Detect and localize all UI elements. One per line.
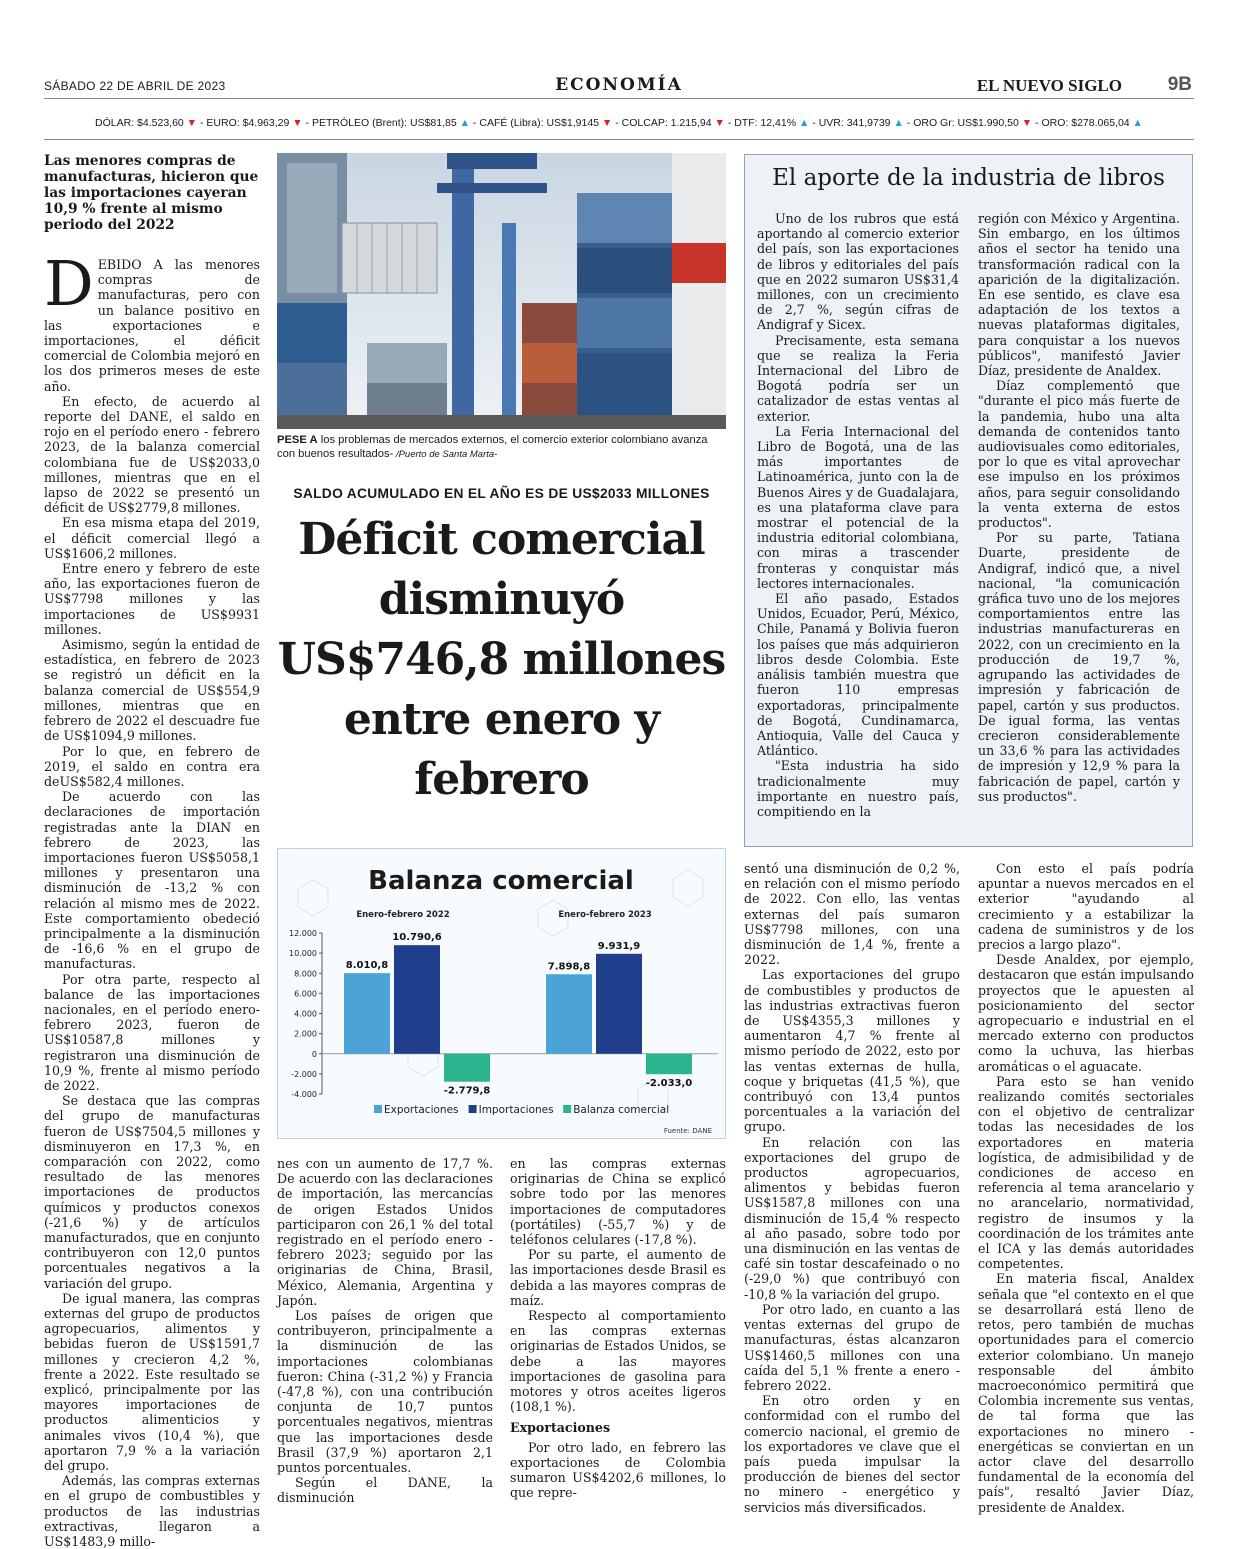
ticker-item: UVR: 341,9739 xyxy=(818,117,891,129)
caption-text: los problemas de mercados externos, el comercio exterior colombiano avanza con buenos resultados- xyxy=(277,434,708,460)
paragraph: Por lo que, en febrero de 2019, el saldo en contra era deUS$582,4 millones. xyxy=(44,743,260,789)
down-arrow-icon: ▼ xyxy=(599,117,613,129)
newspaper-name: EL NUEVO SIGLO xyxy=(976,76,1122,95)
paragraph: Respecto al comportamiento en las compras externas originarias de Estados Unidos, se debe a las mayores importaciones de gasolina para motores y otros aceites ligeros (108,1 %). xyxy=(510,1308,726,1415)
legend-swatch xyxy=(563,1105,571,1113)
paragraph: en las compras externas originarias de China se explicó sobre todo por las menores importaciones de computadores (portátiles) (-55,7 %) y de teléfonos celulares (-17,8 %). xyxy=(510,1156,726,1248)
section-title: ECONOMÍA xyxy=(555,75,683,95)
paragraph: Díaz complementó que "durante el pico más fuerte de la pandemia, hubo una alta demanda de contenidos tanto audiovisuales como editoriales, por lo que es vital aprovechar ese impulso en los próximos años, para seguir consolidando la venta externa de estos productos". xyxy=(978,378,1180,531)
paragraph: Las exportaciones del grupo de combustibles y productos de las industrias extractivas fueron de US$4355,3 millones y aumentaron 4,7 % frente al mismo período de 2022, esto por las ventas externas de hulla, coque y briquetas (41,5 %), que contribuyó con 13,4 puntos porcentuales a la variación del grupo. xyxy=(744,967,960,1135)
article-headline: Déficit comercial disminuyó US$746,8 millones entre enero y febrero xyxy=(277,514,726,805)
sidebar-column-2 xyxy=(978,211,1180,804)
y-tick-label: -2.000 xyxy=(291,1069,317,1079)
y-tick-label: -4.000 xyxy=(291,1090,317,1099)
legend-label: Balanza comercial xyxy=(573,1104,670,1116)
paragraph: Los países de origen que contribuyeron, principalmente a la disminución de las importaciones colombianas fueron: China (-31,2 %) y Francia (-47,8 %), con una contribución conjunta de 10,7 puntos porcentuales negativos, mientras que las importaciones desde Brasil (37,9 %) aportaron 2,1 puntos porcentuales. xyxy=(277,1308,493,1476)
group-label: Enero-febrero 2022 xyxy=(356,910,450,920)
ticker-item: DÓLAR: $4.523,60 xyxy=(95,117,184,129)
paragraph: Según el DANE, la disminución xyxy=(277,1475,493,1506)
ticker-item: ORO Gr: US$1.990,50 xyxy=(913,117,1019,129)
drop-cap: D xyxy=(44,247,94,320)
data-label: -2.033,0 xyxy=(645,1078,693,1090)
ticker-separator: - xyxy=(302,117,312,129)
paragraph: La Feria Internacional del Libro de Bogotá, una de las más importantes de Latinoamérica, junto con la de Buenos Aires y de Guadalajara, es una plataforma clave para mostrar el potencial de la industria editorial colombiana, con miras a trascender fronteras y conquistar más lectores internacionales. xyxy=(757,423,959,591)
down-arrow-icon: ▼ xyxy=(711,117,725,129)
caption-credit: /Puerto de Santa Marta- xyxy=(393,449,498,460)
ticker-divider xyxy=(44,139,1194,140)
ticker-item: COLCAP: 1.215,94 xyxy=(621,117,712,129)
data-label: 9.931,9 xyxy=(597,940,641,952)
caption-lead: PESE A xyxy=(277,434,318,446)
paragraph: En otro orden y en conformidad con el rumbo del comercio nacional, el gremio de los exportadores ve clave que el país pueda impulsar la producción de bienes del sector no minero - energético y servicios más diversificados. xyxy=(744,1393,960,1515)
up-arrow-icon: ▲ xyxy=(890,117,904,129)
article-column-4 xyxy=(744,861,960,1515)
ticker-item: DTF: 12,41% xyxy=(734,117,797,129)
down-arrow-icon: ▼ xyxy=(183,117,198,129)
sidebar-title: El aporte de la industria de libros xyxy=(772,165,1165,191)
paragraph: Asimismo, según la entidad de estadística, en febrero de 2023 se registró un déficit en la balanza comercial de US$554,9 millones, mientras que en febrero de 2022 el descuadre fue de US$1094,9 millones. xyxy=(44,637,260,744)
legend-label: Importaciones xyxy=(478,1104,554,1116)
group-label: Enero-febrero 2023 xyxy=(558,910,652,920)
ticker-separator: - xyxy=(809,117,819,129)
up-arrow-icon: ▲ xyxy=(796,117,810,129)
column-1-text xyxy=(44,247,260,1549)
y-tick-label: 2.000 xyxy=(294,1029,317,1039)
article-column-2 xyxy=(277,1156,493,1506)
down-arrow-icon: ▼ xyxy=(289,117,303,129)
sidebar-column-1 xyxy=(757,211,959,819)
up-arrow-icon: ▲ xyxy=(1129,117,1143,129)
page-number: 9B xyxy=(1167,74,1192,95)
data-label: -2.779,8 xyxy=(443,1085,491,1097)
paragraph: En relación con las exportaciones del grupo de productos agropecuarios, alimentos y bebidas fueron US$1587,8 millones con una disminución de 15,4 % respecto al año pasado, sobre todo por una disminución en las ventas de café sin tostar descafeinado o no (-29,0 %) que contribuyó con -10,8 % la variación del grupo. xyxy=(744,1134,960,1302)
paragraph: Por otro lado, en febrero las exportaciones de Colombia sumaron US$4202,6 millones, lo que repre- xyxy=(510,1439,726,1501)
data-label: 7.898,8 xyxy=(547,961,591,973)
shipping-containers-image xyxy=(277,153,726,429)
ticker-separator: - xyxy=(1032,117,1042,129)
column-3-text xyxy=(510,1156,726,1414)
paragraph: Por su parte, Tatiana Duarte, presidente de Andigraf, indicó que, a nivel nacional, "la comunicación gráfica tuvo uno de los mejores comportamientos entre las industrias manufactureras en 2022, con un crecimiento en la producción de 19,7 %, agrupando las actividades de impresión y fabricación de papel, cartón y sus productos. De igual forma, las ventas crecieron considerablemente un 33,6 % para las actividades de impresión y 12,9 % para la fabricación de papel, cartón y sus productos". xyxy=(978,530,1180,804)
page-date: SÁBADO 22 DE ABRIL DE 2023 xyxy=(44,79,226,93)
market-ticker xyxy=(44,117,1194,129)
y-tick-label: 6.000 xyxy=(294,989,317,999)
article-column-1 xyxy=(44,247,260,1549)
down-arrow-icon: ▼ xyxy=(1018,117,1033,129)
paragraph: Entre enero y febrero de este año, las exportaciones fueron de US$7798 millones y las importaciones de US$9931 millones. xyxy=(44,561,260,637)
paragraph: Uno de los rubros que está aportando al comercio exterior del país, son las exportaciones de libros y editoriales del país que en 2022 sumaron US$31,4 millones, con un crecimiento de 2,7 %, según cifras de Andigraf y Sicex. xyxy=(757,211,959,333)
article-column-3 xyxy=(510,1156,726,1500)
paragraph: Desde Analdex, por ejemplo, destacaron que están impulsando proyectos que le apuesten al posicionamiento del sector agropecuario e industrial en el mercado externo con productos como la uchuva, las hierbas aromáticas o el aguacate. xyxy=(978,952,1194,1074)
paragraph: En efecto, de acuerdo al reporte del DANE, el saldo en rojo en el período enero - febrero 2023, de la balanza comercial colombiana fue de US$2033,0 millones, mientras que en el lapso de 2022 se presentó un déficit de US$2779,8 millones. xyxy=(44,393,260,516)
bar-exportaciones xyxy=(546,974,592,1053)
header-divider xyxy=(44,98,1194,99)
ticker-item: EURO: $4.963,29 xyxy=(206,117,290,129)
legend-label: Exportaciones xyxy=(384,1104,459,1116)
bar-importaciones xyxy=(596,954,642,1054)
data-label: 8.010,8 xyxy=(345,960,389,972)
paragraph: Por su parte, el aumento de las importaciones desde Brasil es debida a las mayores compras de maíz. xyxy=(510,1247,726,1308)
paragraph: De igual manera, las compras externas del grupo de productos agropecuarios, alimentos y bebidas fueron de US$1591,7 millones y crecieron 4,2 %, frente a 2022. Este resultado se explicó, principalmente por las mayores importaciones de productos alimenticios y animales vivos (10,4 %), que aportaron 7,9 % a la variación del grupo. xyxy=(44,1290,260,1474)
ticker-item: CAFÉ (Libra): US$1,9145 xyxy=(479,117,599,129)
paragraph: Se destaca que las compras del grupo de manufacturas fueron de US$7504,5 millones y disminuyeron en 17,3 %, en comparación con 2022, como resultado de las menores importaciones de productos químicos y productos conexos (-21,6 %) y de artículos manufacturados, que en conjunto contribuyeron con 12,0 puntos porcentuales negativos a la variación del grupo. xyxy=(44,1093,260,1291)
ticker-separator: - xyxy=(903,117,914,129)
article-lead: Las menores compras de manufacturas, hicieron que las importaciones cayeran 10,9 % frente al mismo periodo del 2022 xyxy=(44,153,259,233)
y-tick-label: 4.000 xyxy=(294,1009,317,1019)
up-arrow-icon: ▲ xyxy=(456,117,471,129)
paragraph: Por otra parte, respecto al balance de las importaciones nacionales, en el período enero-febrero 2023, fueron de US$10587,8 millones y registraron una disminución de 10,9 %, frente al mismo período de 2022. xyxy=(44,971,260,1093)
paragraph: nes con un aumento de 17,7 %. De acuerdo con las declaraciones de importación, las mercancías de origen Estados Unidos participaron con 26,1 % del total registrado en el período enero -febrero 2023; seguido por las originarias de China, Brasil, México, Alemania, Argentina y Japón. xyxy=(277,1156,493,1308)
paragraph: En materia fiscal, Analdex señala que "el contexto en el que se desarrollará está lleno de retos, pero también de muchas oportunidades para el comercio exterior colombiano. Un manejo responsable del ámbito macroeconómico permitirá que Colombia incremente sus ventas, de tal forma que las exportaciones no minero -energéticas se conviertan en un actor clave del desarrollo fundamental de la economía del país", resaltó Javier Díaz, presidente de Analdex. xyxy=(978,1271,1194,1515)
paragraph: Por otro lado, en cuanto a las ventas externas del grupo de manufacturas, éstas alcanzaron US$1460,5 millones con una caída del 5,1 % frente a enero - febrero 2022. xyxy=(744,1301,960,1393)
chart-title: Balanza comercial xyxy=(368,866,634,896)
legend-swatch xyxy=(374,1105,382,1113)
y-tick-label: 12.000 xyxy=(289,929,317,938)
bar-importaciones xyxy=(394,945,440,1054)
column-3-continued xyxy=(510,1440,726,1501)
y-tick-label: 0 xyxy=(311,1049,317,1059)
y-tick-label: 10.000 xyxy=(289,949,317,959)
bar-exportaciones xyxy=(344,973,390,1054)
ticker-separator: - xyxy=(470,117,480,129)
paragraph: sentó una disminución de 0,2 %, en relación con el mismo período de 2022. Con ello, las ventas externas del país sumaron US$7798 millones, con una disminución de 1,4 %, frente a 2022. xyxy=(744,861,960,968)
article-column-5 xyxy=(978,861,1194,1515)
bar-balanza-comercial xyxy=(444,1054,490,1082)
paragraph: EBIDO A las menores compras de manufacturas, pero con un balance positivo en las exportaciones e importaciones, el déficit comercial de Colombia mejoró en los dos primeros meses de este año. xyxy=(44,257,260,394)
paragraph: Con esto el país podría apuntar a nuevos mercados en el exterior "ayudando al crecimiento y a estabilizar la cadena de suministros y de los precios a largo plazo". xyxy=(978,861,1194,953)
paragraph: El año pasado, Estados Unidos, Ecuador, Perú, México, Chile, Panamá y Bolivia fueron los países que más adquirieron libros desde Colombia. Este análisis también muestra que fueron 110 empresas exportadoras, principalmente de Bogotá, Cundinamarca, Antioquia, Valle del Cauca y Atlántico. xyxy=(757,591,959,759)
y-tick-label: 8.000 xyxy=(294,969,317,979)
photo-caption xyxy=(277,433,726,462)
paragraph: "Esta industria ha sido tradicionalmente muy importante en nuestro país, compitiendo en la xyxy=(757,758,959,819)
chart-source: Fuente: DANE xyxy=(663,1127,712,1135)
ticker-separator: - xyxy=(724,117,735,129)
paragraph: De acuerdo con las declaraciones de importación registradas ante la DIAN en febrero de 2023, las importaciones fueron US$5058,1 millones y presentaron una disminución de -13,2 % con relación al mismo mes de 2022. Este comportamiento obedeció principalmente a la disminución de -16,6 % en el grupo de manufacturas. xyxy=(44,789,260,972)
chart-canvas xyxy=(278,849,725,1138)
paragraph: región con México y Argentina. Sin embargo, en los últimos años el sector ha tenido una transformación radical con la aparición de la digitalización. En ese sentido, es clave esa adaptación de los textos a nuevas plataformas digitales, para conquistar a los nuevos públicos", manifestó Javier Díaz, presidente de Analdex. xyxy=(978,211,1180,379)
trade-balance-chart xyxy=(277,848,726,1139)
ticker-item: ORO: $278.065,04 xyxy=(1041,117,1130,129)
ticker-item: PETRÓLEO (Brent): US$81,85 xyxy=(311,117,457,129)
exports-subhead: Exportaciones xyxy=(510,1420,611,1436)
legend-swatch xyxy=(469,1105,477,1113)
port-photo xyxy=(277,153,726,429)
paragraph: Además, las compras externas en el grupo de combustibles y productos de las industrias extractivas, llegaron a US$1483,9 millo- xyxy=(44,1473,260,1549)
data-label: 10.790,6 xyxy=(392,932,442,944)
paragraph: Precisamente, esta semana que se realiza la Feria Internacional del Libro de Bogotá podría ser un catalizador de estas ventas al exterior. xyxy=(757,332,959,424)
ticker-separator: - xyxy=(197,117,207,129)
bar-balanza-comercial xyxy=(646,1054,692,1074)
paragraph: En esa misma etapa del 2019, el déficit comercial llegó a US$1606,2 millones. xyxy=(44,515,260,561)
article-kicker: SALDO ACUMULADO EN EL AÑO ES DE US$2033 MILLONES xyxy=(293,486,710,501)
ticker-separator: - xyxy=(612,117,622,129)
paragraph: Para esto se han venido realizando comités sectoriales con el objetivo de centralizar todas las necesidades de los exportadores en materia logística, de admisibilidad y de condiciones de acceso en referencia al tema arancelario y no arancelario, normatividad, registro de insumos y la coordinación de los trámites ante el ICA y las demás autoridades competentes. xyxy=(978,1073,1194,1272)
